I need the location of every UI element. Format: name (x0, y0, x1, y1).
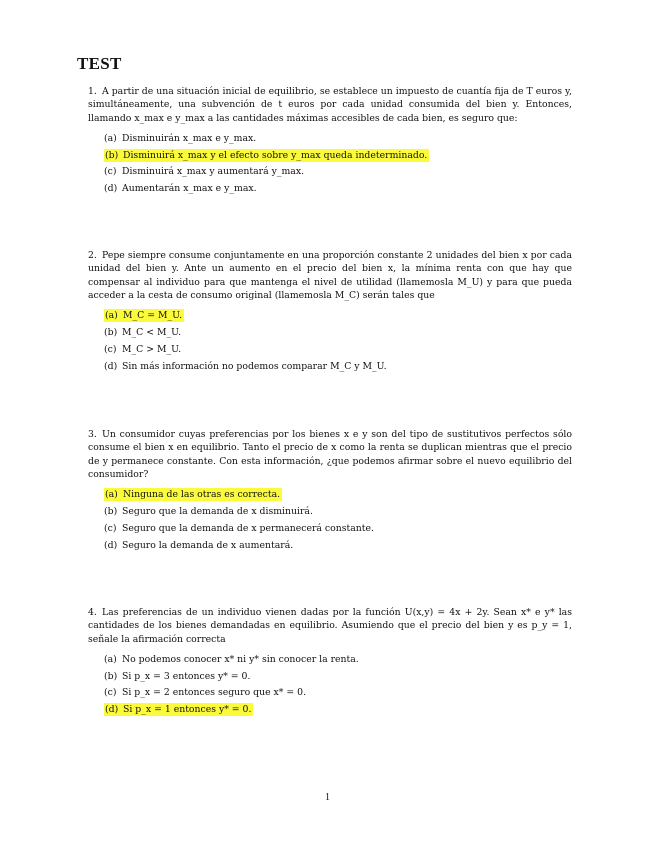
option-label: (b) (104, 326, 118, 338)
answer-option-selected[interactable] (104, 310, 572, 323)
answer-option[interactable] (104, 133, 572, 146)
option-text: Seguro la demanda de x aumentará. (122, 539, 294, 551)
option-text: Si p_x = 2 entonces seguro que x* = 0. (122, 687, 307, 699)
option-text: Seguro que la demanda de x disminuirá. (122, 505, 313, 517)
option-label: (b) (104, 670, 118, 682)
answer-options (104, 489, 572, 552)
option-label: (c) (104, 166, 117, 178)
answer-options (104, 310, 572, 373)
option-label: (a) (105, 310, 118, 322)
question-number: 1. (88, 86, 97, 97)
option-label: (d) (104, 183, 118, 195)
option-text: M_C < M_U. (122, 326, 182, 338)
answer-option[interactable] (104, 523, 572, 536)
answer-options (104, 133, 572, 196)
option-label: (a) (104, 653, 117, 665)
question-text: Un consumidor cuyas preferencias por los bienes x e y son del tipo de sustitutivos perfectos sólo consume el bien x en equilibrio. Tanto el precio de x como la renta se duplican mientras que el precio de y permanece constante. Con esta información, ¿que podemos afirmar sobre el nuevo equilibrio del consumidor? (88, 429, 572, 480)
option-label: (b) (105, 149, 119, 161)
question-number: 4. (88, 607, 97, 618)
question-stem (88, 249, 572, 302)
option-label: (d) (104, 539, 118, 551)
answer-option[interactable] (104, 327, 572, 340)
option-label: (a) (105, 489, 118, 501)
answer-option-selected[interactable] (104, 150, 572, 163)
answer-option[interactable] (104, 166, 572, 179)
highlight-mark (104, 488, 282, 501)
option-label: (c) (104, 522, 117, 534)
question-number: 2. (88, 250, 97, 261)
option-text: Ninguna de las otras es correcta. (123, 489, 281, 501)
option-label: (c) (104, 687, 117, 699)
answer-option-selected[interactable] (104, 704, 572, 717)
option-text: Sin más información no podemos comparar M_C y M_U. (122, 360, 387, 372)
answer-option[interactable] (104, 654, 572, 667)
question-stem (88, 606, 572, 646)
highlight-mark (104, 309, 184, 322)
option-text: Disminuirá x_max y el efecto sobre y_max queda indeterminado. (123, 149, 428, 161)
answer-option[interactable] (104, 361, 572, 374)
option-text: Si p_x = 3 entonces y* = 0. (122, 670, 251, 682)
option-text: Disminuirá x_max y aumentará y_max. (122, 166, 305, 178)
question-text: A partir de una situación inicial de equilibrio, se establece un impuesto de cuantía fija de T euros y, simultáneamente, una subvención de t euros por cada unidad consumida del bien y. Entonces, llamando x_max e y_max a las cantidades máximas accesibles de cada bien, es seguro que: (88, 86, 572, 124)
option-text: Si p_x = 1 entonces y* = 0. (123, 704, 252, 716)
option-text: Disminuirán x_max e y_max. (122, 132, 257, 144)
option-text: Seguro que la demanda de x permanecerá constante. (122, 522, 374, 534)
option-text: No podemos conocer x* ni y* sin conocer la renta. (122, 653, 359, 665)
answer-option-selected[interactable] (104, 489, 572, 502)
answer-option[interactable] (104, 344, 572, 357)
question-2 (88, 249, 572, 377)
answer-option[interactable] (104, 183, 572, 196)
answer-option[interactable] (104, 540, 572, 553)
question-1 (88, 85, 572, 200)
highlight-mark (104, 149, 429, 162)
question-text: Las preferencias de un individuo vienen dadas por la función U(x,y) = 4x + 2y. Sean x* e y* las cantidades de los bienes demandadas en equilibrio. Asumiendo que el precio del bien y es p_y = 1, señale la afirmación correcta (88, 607, 572, 645)
option-label: (c) (104, 343, 117, 355)
option-text: M_C > M_U. (122, 343, 182, 355)
question-stem (88, 428, 572, 481)
option-text: Aumentarán x_max e y_max. (122, 183, 257, 195)
option-label: (a) (104, 132, 117, 144)
answer-options (104, 654, 572, 717)
question-4 (88, 606, 572, 721)
question-stem (88, 85, 572, 125)
question-3 (88, 428, 572, 556)
answer-option[interactable] (104, 506, 572, 519)
option-label: (d) (104, 360, 118, 372)
question-number: 3. (88, 429, 97, 440)
highlight-mark (104, 703, 253, 716)
question-text: Pepe siempre consume conjuntamente en una proporción constante 2 unidades del bien x por cada unidad del bien y. Ante un aumento en el precio del bien x, la mínima renta con que hay que compensar al individuo para que mantenga el nivel de utilidad (llamemosla M_U) y para que pueda acceder a la cesta de consumo original (llamemosla M_C) serán tales que (88, 250, 572, 301)
option-text: M_C = M_U. (123, 310, 183, 322)
answer-option[interactable] (104, 671, 572, 684)
option-label: (b) (104, 505, 118, 517)
answer-option[interactable] (104, 687, 572, 700)
page-number: 1 (325, 792, 330, 803)
option-label: (d) (105, 704, 119, 716)
page-title: TEST (77, 54, 122, 73)
